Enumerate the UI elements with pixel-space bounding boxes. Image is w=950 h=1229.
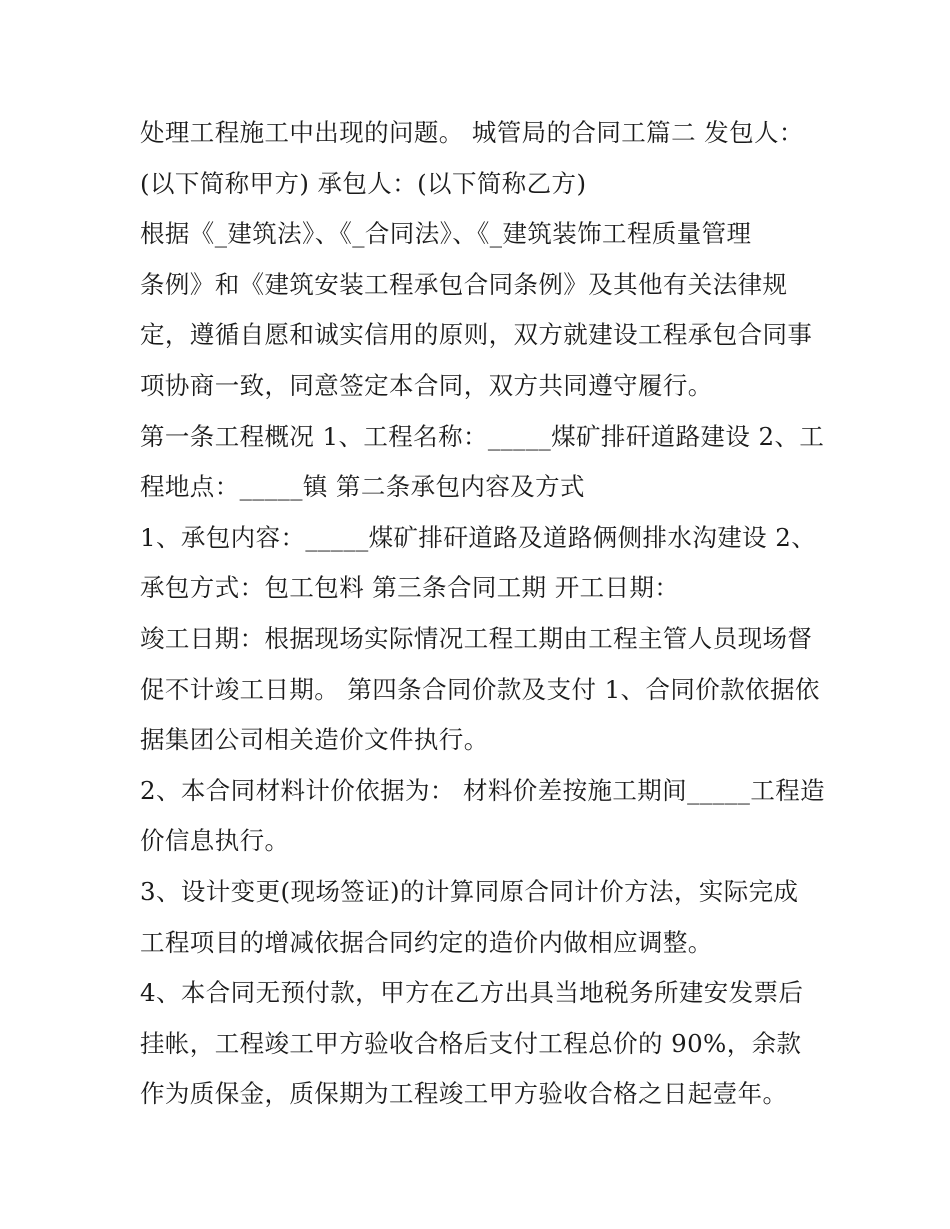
text-line: 3、设计变更(现场签证)的计算同原合同计价方法，实际完成 — [140, 876, 799, 906]
text-line: (以下简称甲方) 承包人：(以下简称乙方) — [140, 168, 587, 198]
text-line: 据集团公司相关造价文件执行。 — [140, 725, 489, 755]
text-line: 承包方式：包工包料 第三条合同工期 开工日期： — [140, 573, 680, 603]
text-line: 作为质保金，质保期为工程竣工甲方验收合格之日起壹年。 — [140, 1079, 788, 1109]
text-line: 处理工程施工中出现的问题。 城管局的合同工篇二 发包人： — [140, 118, 804, 147]
text-line: 挂帐，工程竣工甲方验收合格后支付工程总价的 90%，余款 — [140, 1028, 802, 1058]
text-line: 2、本合同材料计价依据为： 材料价差按施工期间_____工程造 — [140, 775, 826, 805]
text-line: 工程项目的增减依据合同约定的造价内做相应调整。 — [140, 927, 713, 957]
text-line: 竣工日期：根据现场实际情况工程工期由工程主管人员现场督 — [140, 623, 813, 653]
text-line: 4、本合同无预付款，甲方在乙方出具当地税务所建安发票后 — [140, 978, 804, 1008]
text-line: 项协商一致，同意签定本合同，双方共同遵守履行。 — [140, 370, 713, 400]
text-line: 条例》和《建筑安装工程承包合同条例》及其他有关法律规 — [140, 269, 788, 299]
text-line: 程地点：_____镇 第二条承包内容及方式 — [140, 472, 585, 502]
document-body — [140, 108, 826, 1120]
text-line: 价信息执行。 — [140, 826, 290, 856]
text-line: 1、承包内容：_____煤矿排矸道路及道路俩侧排水沟建设 2、 — [140, 522, 817, 552]
text-line: 第一条工程概况 1、工程名称：_____煤矿排矸道路建设 2、工 — [140, 421, 825, 451]
text-line: 定，遵循自愿和诚实信用的原则，双方就建设工程承包合同事 — [140, 320, 813, 350]
text-line: 促不计竣工日期。 第四条合同价款及支付 1、合同价款依据依 — [140, 674, 820, 704]
text-line: 根据《_建筑法》、《_合同法》、《_建筑装饰工程质量管理 — [140, 219, 752, 249]
